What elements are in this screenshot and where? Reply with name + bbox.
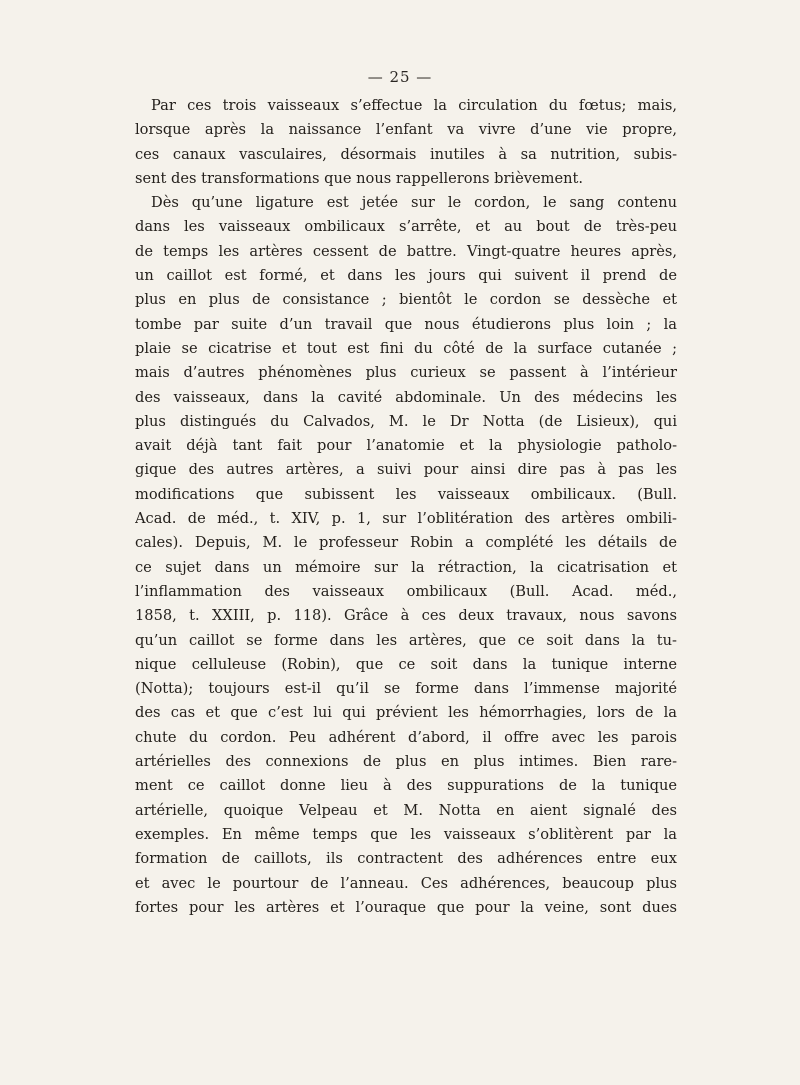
- text-line: de temps les artères cessent de battre. Vingt-quatre heures après,: [135, 242, 677, 260]
- text-line: tombe par suite d’un travail que nous étudierons plus loin ; la: [135, 315, 677, 333]
- text-line: plaie se cicatrise et tout est fini du côté de la surface cutanée ;: [135, 339, 677, 357]
- text-line: des cas et que c’est lui qui prévient les hémorrhagies, lors de la: [135, 704, 677, 722]
- text-line: (Notta); toujours est-il qu’il se forme dans l’immense majorité: [135, 680, 677, 698]
- text-line: qu’un caillot se forme dans les artères, que ce soit dans la tu-: [135, 631, 677, 649]
- text-line: l’inflammation des vaisseaux ombilicaux (Bull. Acad. méd.,: [135, 582, 677, 600]
- text-line: ces canaux vasculaires, désormais inutiles à sa nutrition, subis-: [135, 145, 677, 163]
- text-line: gique des autres artères, a suivi pour ainsi dire pas à pas les: [135, 461, 677, 479]
- text-line: Acad. de méd., t. XIV, p. 1, sur l’oblitération des artères ombili-: [135, 510, 677, 528]
- text-line: sent des transformations que nous rappellerons brièvement.: [135, 169, 583, 187]
- body-text: [135, 94, 677, 920]
- text-line: formation de caillots, ils contractent des adhérences entre eux: [135, 850, 677, 868]
- text-line: dans les vaisseaux ombilicaux s’arrête, et au bout de très-peu: [135, 218, 677, 236]
- text-line: lorsque après la naissance l’enfant va vivre d’une vie propre,: [135, 121, 677, 139]
- text-line: Par ces trois vaisseaux s’effectue la circulation du fœtus; mais,: [151, 97, 677, 114]
- text-line: Dès qu’une ligature est jetée sur le cordon, le sang contenu: [151, 194, 677, 212]
- text-line: un caillot est formé, et dans les jours qui suivent il prend de: [135, 267, 677, 285]
- text-line: mais d’autres phénomènes plus curieux se passent à l’intérieur: [135, 364, 677, 382]
- text-line: plus en plus de consistance ; bientôt le cordon se dessèche et: [135, 291, 677, 309]
- text-line: fortes pour les artères et l’ouraque que pour la veine, sont dues: [135, 898, 677, 916]
- text-line: des vaisseaux, dans la cavité abdominale. Un des médecins les: [135, 388, 677, 406]
- text-line: chute du cordon. Peu adhérent d’abord, il offre avec les parois: [135, 728, 677, 746]
- text-line: ce sujet dans un mémoire sur la rétraction, la cicatrisation et: [135, 558, 677, 576]
- text-line: modifications que subissent les vaisseaux ombilicaux. (Bull.: [135, 485, 677, 503]
- text-line: artérielles des connexions de plus en plus intimes. Bien rare-: [135, 753, 677, 771]
- text-line: cales). Depuis, M. le professeur Robin a complété les détails de: [135, 534, 677, 552]
- text-line: ment ce caillot donne lieu à des suppurations de la tunique: [135, 777, 677, 795]
- text-line: plus distingués du Calvados, M. le Dr Notta (de Lisieux), qui: [135, 412, 677, 430]
- text-line: nique celluleuse (Robin), que ce soit dans la tunique interne: [135, 655, 677, 673]
- text-line: exemples. En même temps que les vaisseaux s’oblitèrent par la: [135, 825, 677, 843]
- text-line: et avec le pourtour de l’anneau. Ces adhérences, beaucoup plus: [135, 874, 677, 892]
- text-line: artérielle, quoique Velpeau et M. Notta en aient signalé des: [135, 801, 677, 819]
- text-line: avait déjà tant fait pour l’anatomie et la physiologie patholo-: [135, 437, 677, 455]
- text-line: 1858, t. XXIII, p. 118). Grâce à ces deux travaux, nous savons: [135, 607, 677, 625]
- page-number: — 25 —: [367, 68, 433, 86]
